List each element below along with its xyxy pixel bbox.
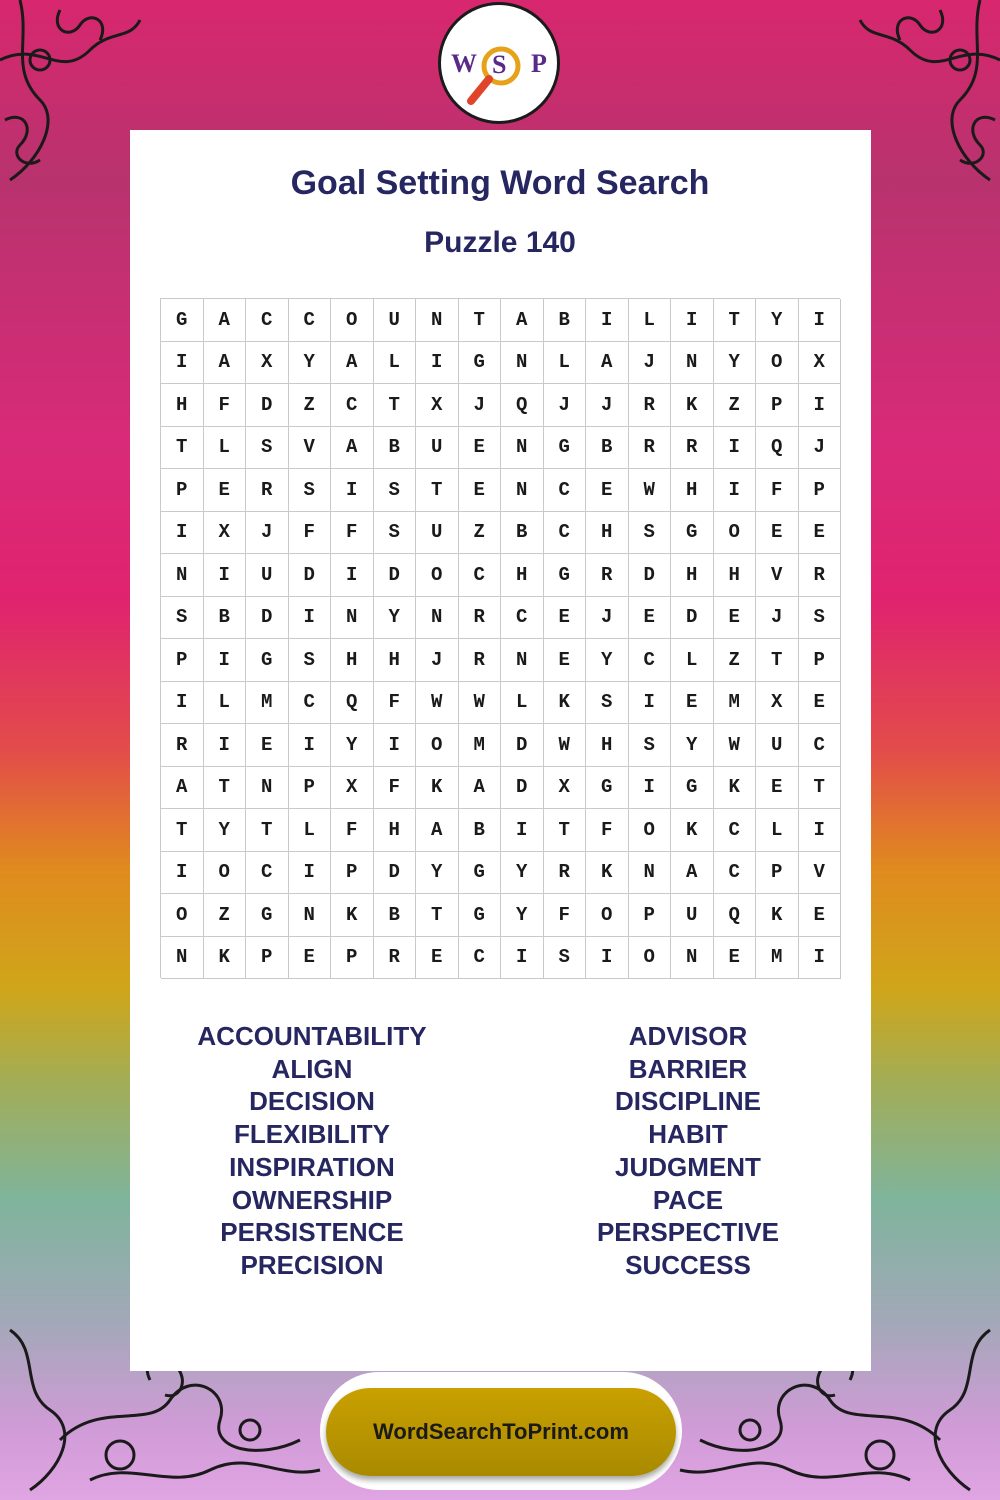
grid-cell[interactable]: Y [331,724,374,767]
grid-cell[interactable]: R [246,469,289,512]
grid-cell[interactable]: D [501,724,544,767]
grid-cell[interactable]: I [629,767,672,810]
grid-cell[interactable]: I [331,469,374,512]
grid-cell[interactable]: B [204,597,247,640]
grid-cell[interactable]: F [289,512,332,555]
grid-cell[interactable]: G [671,767,714,810]
grid-cell[interactable]: C [714,852,757,895]
grid-cell[interactable]: R [586,554,629,597]
grid-cell[interactable]: I [799,809,842,852]
grid-cell[interactable]: K [756,894,799,937]
grid-cell[interactable]: H [671,469,714,512]
grid-cell[interactable]: P [289,767,332,810]
grid-cell[interactable]: Y [714,342,757,385]
grid-cell[interactable]: J [544,384,587,427]
grid-cell[interactable]: R [629,384,672,427]
grid-cell[interactable]: E [799,894,842,937]
grid-cell[interactable]: I [161,852,204,895]
grid-cell[interactable]: D [671,597,714,640]
word-list-item: OWNERSHIP [231,1184,393,1215]
grid-cell[interactable]: E [204,469,247,512]
word-list-left [162,1020,462,1282]
grid-cell[interactable]: S [246,427,289,470]
grid-cell[interactable]: V [799,852,842,895]
grid-cell[interactable]: O [629,937,672,980]
grid-cell[interactable]: B [374,427,417,470]
grid-cell[interactable]: U [756,724,799,767]
grid-cell[interactable]: H [331,639,374,682]
grid-cell[interactable]: T [544,809,587,852]
grid-cell[interactable]: H [374,639,417,682]
grid-cell[interactable]: S [629,512,672,555]
word-list-item: PRECISION [240,1249,384,1280]
grid-cell[interactable]: Z [289,384,332,427]
grid-cell[interactable]: I [799,937,842,980]
grid-cell[interactable]: C [289,682,332,725]
grid-cell[interactable]: O [331,299,374,342]
grid-cell[interactable]: I [714,469,757,512]
grid-cell[interactable]: D [629,554,672,597]
grid-cell[interactable]: D [246,384,289,427]
grid-cell[interactable]: U [374,299,417,342]
grid-cell[interactable]: R [374,937,417,980]
grid-cell[interactable]: Z [204,894,247,937]
word-list-item: PERSISTENCE [220,1217,404,1248]
grid-cell[interactable]: N [161,937,204,980]
grid-cell[interactable]: I [161,682,204,725]
word-list-item: BARRIER [628,1053,748,1084]
grid-cell[interactable]: E [629,597,672,640]
grid-cell[interactable]: L [501,682,544,725]
grid-cell[interactable]: S [374,512,417,555]
grid-cell[interactable]: G [544,427,587,470]
grid-cell[interactable]: I [331,554,374,597]
grid-cell[interactable]: D [289,554,332,597]
grid-cell[interactable]: N [416,597,459,640]
grid-cell[interactable]: I [289,724,332,767]
grid-cell[interactable]: K [586,852,629,895]
grid-cell[interactable]: N [331,597,374,640]
grid-cell[interactable]: W [416,682,459,725]
grid-cell[interactable]: C [544,512,587,555]
grid-cell[interactable]: B [501,512,544,555]
grid-cell[interactable]: K [714,767,757,810]
grid-cell[interactable]: E [544,639,587,682]
grid-cell[interactable]: C [459,554,502,597]
grid-cell[interactable]: S [161,597,204,640]
grid-cell[interactable]: E [799,682,842,725]
grid-cell[interactable]: E [544,597,587,640]
grid-cell[interactable]: E [756,767,799,810]
grid-cell[interactable]: J [586,384,629,427]
word-list-item: PERSPECTIVE [596,1217,780,1248]
letter-grid [160,298,840,978]
grid-cell[interactable]: J [459,384,502,427]
grid-cell[interactable]: P [756,852,799,895]
page-title: Goal Setting Word Search [290,164,710,202]
grid-cell[interactable]: R [544,852,587,895]
word-list-item: FLEXIBILITY [234,1119,390,1150]
grid-cell[interactable]: P [799,639,842,682]
grid-cell[interactable]: Y [501,852,544,895]
grid-cell[interactable]: P [331,937,374,980]
grid-cell[interactable]: E [586,469,629,512]
grid-cell[interactable]: T [416,469,459,512]
grid-cell[interactable]: E [714,597,757,640]
grid-cell[interactable]: J [416,639,459,682]
grid-cell[interactable]: W [544,724,587,767]
grid-cell[interactable]: O [204,852,247,895]
grid-cell[interactable]: W [714,724,757,767]
grid-cell[interactable]: I [289,597,332,640]
grid-cell[interactable]: N [161,554,204,597]
grid-cell[interactable]: E [246,724,289,767]
grid-cell[interactable]: O [161,894,204,937]
grid-cell[interactable]: D [246,597,289,640]
grid-cell[interactable]: I [204,554,247,597]
grid-cell[interactable]: O [416,724,459,767]
grid-cell[interactable]: Q [714,894,757,937]
grid-cell[interactable]: T [161,809,204,852]
word-list-item: ACCOUNTABILITY [197,1021,427,1051]
puzzle-number: Puzzle 140 [424,226,576,259]
grid-cell[interactable]: I [374,724,417,767]
grid-cell[interactable]: W [629,469,672,512]
grid-cell[interactable]: C [799,724,842,767]
grid-cell[interactable]: R [799,554,842,597]
grid-cell[interactable]: H [671,554,714,597]
grid-cell[interactable]: N [501,469,544,512]
grid-cell[interactable]: N [501,639,544,682]
grid-cell[interactable]: N [671,937,714,980]
logo-letter-w: W [451,49,477,78]
grid-cell[interactable]: C [714,809,757,852]
word-list-item: DECISION [249,1086,375,1117]
grid-cell[interactable]: N [501,427,544,470]
grid-cell[interactable]: U [671,894,714,937]
grid-cell[interactable]: O [714,512,757,555]
grid-cell[interactable]: J [629,342,672,385]
grid-cell[interactable]: A [459,767,502,810]
grid-cell[interactable]: L [204,427,247,470]
grid-cell[interactable]: S [544,937,587,980]
grid-cell[interactable]: F [544,894,587,937]
grid-cell[interactable]: O [586,894,629,937]
grid-cell[interactable]: R [459,639,502,682]
grid-cell[interactable]: S [586,682,629,725]
grid-cell[interactable]: H [161,384,204,427]
grid-cell[interactable]: N [289,894,332,937]
grid-cell[interactable]: I [161,342,204,385]
grid-cell[interactable]: K [671,384,714,427]
grid-cell[interactable]: I [714,427,757,470]
grid-cell[interactable]: L [671,639,714,682]
grid-cell[interactable]: A [331,342,374,385]
grid-cell[interactable]: N [501,342,544,385]
grid-cell[interactable]: E [671,682,714,725]
grid-cell[interactable]: I [799,299,842,342]
word-list-item: ALIGN [271,1053,353,1084]
grid-cell[interactable]: B [544,299,587,342]
grid-cell[interactable]: T [161,427,204,470]
website-link[interactable]: WordSearchToPrint.com [326,1388,676,1476]
grid-cell[interactable]: A [204,299,247,342]
grid-cell[interactable]: S [629,724,672,767]
grid-cell[interactable]: C [629,639,672,682]
grid-cell[interactable]: A [416,809,459,852]
grid-cell[interactable]: K [331,894,374,937]
grid-cell[interactable]: A [204,342,247,385]
grid-cell[interactable]: I [204,639,247,682]
grid-cell[interactable]: C [501,597,544,640]
grid-cell[interactable]: I [586,937,629,980]
grid-cell[interactable]: R [629,427,672,470]
grid-cell[interactable]: I [416,342,459,385]
grid-cell[interactable]: I [671,299,714,342]
grid-cell[interactable]: H [586,724,629,767]
logo-letter-s: S [492,50,507,79]
grid-cell[interactable]: Y [586,639,629,682]
grid-cell[interactable]: N [629,852,672,895]
grid-cell[interactable]: J [586,597,629,640]
grid-cell[interactable]: P [756,384,799,427]
grid-cell[interactable]: X [544,767,587,810]
grid-cell[interactable]: T [756,639,799,682]
grid-cell[interactable]: V [289,427,332,470]
grid-cell[interactable]: Q [331,682,374,725]
logo [438,2,560,124]
grid-cell[interactable]: T [374,384,417,427]
grid-cell[interactable]: D [374,554,417,597]
grid-cell[interactable]: K [544,682,587,725]
grid-cell[interactable]: G [246,894,289,937]
grid-cell[interactable]: A [501,299,544,342]
grid-cell[interactable]: K [671,809,714,852]
grid-cell[interactable]: H [714,554,757,597]
grid-cell[interactable]: E [416,937,459,980]
grid-cell[interactable]: Z [714,639,757,682]
grid-cell[interactable]: M [714,682,757,725]
word-list-item: INSPIRATION [229,1151,395,1182]
grid-cell[interactable]: T [246,809,289,852]
grid-cell[interactable]: T [799,767,842,810]
grid-cell[interactable]: R [671,427,714,470]
grid-cell[interactable]: G [459,342,502,385]
word-list-item: JUDGMENT [615,1151,761,1182]
grid-cell[interactable]: D [374,852,417,895]
grid-cell[interactable]: I [586,299,629,342]
grid-cell[interactable]: F [331,809,374,852]
grid-cell[interactable]: H [501,554,544,597]
grid-cell[interactable]: L [544,342,587,385]
grid-cell[interactable]: F [374,682,417,725]
grid-cell[interactable]: I [799,384,842,427]
grid-cell[interactable]: L [374,342,417,385]
grid-cell[interactable]: E [289,937,332,980]
grid-cell[interactable]: N [671,342,714,385]
grid-cell[interactable]: Q [501,384,544,427]
grid-cell[interactable]: Y [289,342,332,385]
grid-cell[interactable]: B [586,427,629,470]
grid-cell[interactable]: L [289,809,332,852]
grid-cell[interactable]: P [331,852,374,895]
grid-cell[interactable]: Z [459,512,502,555]
grid-cell[interactable]: X [756,682,799,725]
grid-cell[interactable]: E [459,427,502,470]
grid-cell[interactable]: B [374,894,417,937]
grid-cell[interactable]: E [799,512,842,555]
grid-cell[interactable]: C [246,299,289,342]
grid-cell[interactable]: A [161,767,204,810]
grid-cell[interactable]: P [629,894,672,937]
grid-cell[interactable]: Z [714,384,757,427]
grid-cell[interactable]: Q [756,427,799,470]
grid-cell[interactable]: A [586,342,629,385]
grid-cell[interactable]: Y [416,852,459,895]
grid-cell[interactable]: D [501,767,544,810]
grid-cell[interactable]: C [331,384,374,427]
grid-cell[interactable]: M [459,724,502,767]
grid-cell[interactable]: F [331,512,374,555]
grid-cell[interactable]: T [204,767,247,810]
grid-cell[interactable]: X [416,384,459,427]
grid-cell[interactable]: N [246,767,289,810]
grid-cell[interactable]: A [331,427,374,470]
grid-cell[interactable]: Y [374,597,417,640]
grid-cell[interactable]: J [756,597,799,640]
grid-cell[interactable]: A [671,852,714,895]
grid-cell[interactable]: C [289,299,332,342]
grid-cell[interactable]: B [459,809,502,852]
word-list-item: ADVISOR [628,1021,748,1051]
grid-cell[interactable]: W [459,682,502,725]
grid-cell[interactable]: U [416,512,459,555]
grid-cell[interactable]: X [331,767,374,810]
grid-cell[interactable]: M [246,682,289,725]
grid-cell[interactable]: Y [756,299,799,342]
grid-cell[interactable]: X [246,342,289,385]
grid-cell[interactable]: S [289,639,332,682]
grid-cell[interactable]: S [374,469,417,512]
grid-cell[interactable]: H [586,512,629,555]
grid-cell[interactable]: J [799,427,842,470]
grid-cell[interactable]: O [756,342,799,385]
grid-cell[interactable]: G [459,894,502,937]
grid-cell[interactable]: S [799,597,842,640]
grid-cell[interactable]: L [756,809,799,852]
grid-cell[interactable]: I [161,512,204,555]
grid-cell[interactable]: C [459,937,502,980]
grid-cell[interactable]: I [629,682,672,725]
grid-cell[interactable]: G [246,639,289,682]
grid-cell[interactable]: H [374,809,417,852]
grid-cell[interactable]: O [629,809,672,852]
grid-cell[interactable]: U [246,554,289,597]
grid-cell[interactable]: P [799,469,842,512]
grid-cell[interactable]: T [416,894,459,937]
grid-cell[interactable]: I [501,937,544,980]
grid-cell[interactable]: G [161,299,204,342]
grid-cell[interactable]: C [246,852,289,895]
grid-cell[interactable]: F [586,809,629,852]
word-list-right [538,1020,838,1282]
grid-cell[interactable]: U [416,427,459,470]
grid-cell[interactable]: E [756,512,799,555]
grid-cell[interactable]: Y [501,894,544,937]
grid-cell[interactable]: T [714,299,757,342]
grid-cell[interactable]: X [204,512,247,555]
grid-cell[interactable]: P [161,639,204,682]
grid-cell[interactable]: F [374,767,417,810]
grid-cell[interactable]: G [544,554,587,597]
grid-cell[interactable]: G [459,852,502,895]
grid-cell[interactable]: G [586,767,629,810]
grid-cell[interactable]: S [289,469,332,512]
grid-cell[interactable]: Y [204,809,247,852]
logo-letter-p: P [531,49,547,78]
grid-cell[interactable]: T [459,299,502,342]
grid-cell[interactable]: O [416,554,459,597]
grid-cell[interactable]: I [501,809,544,852]
word-list-item: SUCCESS [625,1249,751,1280]
grid-cell[interactable]: K [204,937,247,980]
grid-cell[interactable]: I [289,852,332,895]
grid-cell[interactable]: P [246,937,289,980]
grid-cell[interactable]: L [204,682,247,725]
grid-cell[interactable]: V [756,554,799,597]
grid-cell[interactable]: G [671,512,714,555]
grid-cell[interactable]: R [161,724,204,767]
grid-cell[interactable]: C [544,469,587,512]
grid-cell[interactable]: J [246,512,289,555]
grid-cell[interactable]: K [416,767,459,810]
grid-cell[interactable]: R [459,597,502,640]
grid-cell[interactable]: X [799,342,842,385]
word-list-item: PACE [652,1184,724,1215]
grid-cell[interactable]: I [204,724,247,767]
grid-cell[interactable]: Y [671,724,714,767]
grid-cell[interactable]: L [629,299,672,342]
grid-cell[interactable]: F [204,384,247,427]
grid-cell[interactable]: P [161,469,204,512]
grid-cell[interactable]: N [416,299,459,342]
grid-cell[interactable]: F [756,469,799,512]
grid-cell[interactable]: E [459,469,502,512]
word-list-item: HABIT [648,1119,728,1150]
word-list-item: DISCIPLINE [615,1086,761,1117]
grid-cell[interactable]: E [714,937,757,980]
grid-cell[interactable]: M [756,937,799,980]
